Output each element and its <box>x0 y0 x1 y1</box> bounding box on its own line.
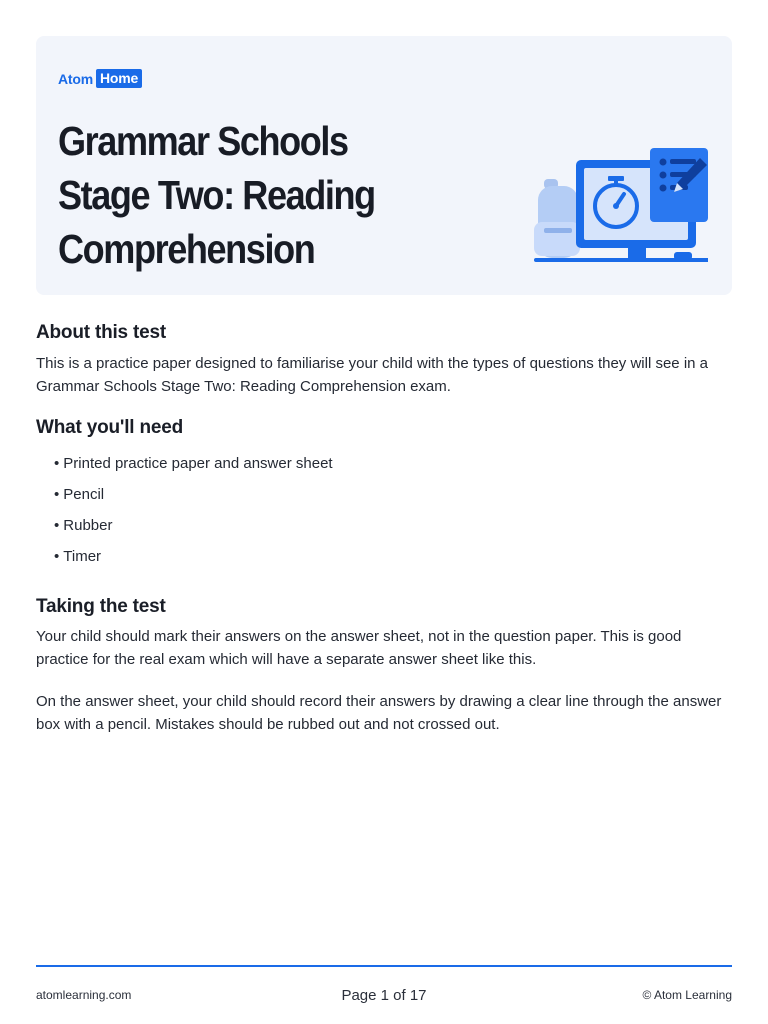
taking-test-heading: Taking the test <box>36 596 166 617</box>
requirements-heading: What you'll need <box>36 417 183 438</box>
logo-atom-text: Atom <box>58 70 93 87</box>
page-number: Page 1 of 17 <box>341 987 427 1004</box>
taking-test-paragraph-2: On the answer sheet, your child should record their answers by drawing a clear line through the answer box with a pencil. Mistakes should be rubbed out and not crossed out. <box>36 693 722 733</box>
page-title: Grammar Schools Stage Two: Reading Comprehension <box>58 118 375 272</box>
list-item: • Pencil <box>54 483 333 514</box>
hero-banner <box>36 36 732 295</box>
list-item: • Rubber <box>54 514 333 545</box>
taking-test-paragraph-1: Your child should mark their answers on the answer sheet, not in the question paper. This is good practice for the real exam which will have a separate answer sheet like this. <box>36 628 682 668</box>
footer-website: atomlearning.com <box>36 988 132 1002</box>
about-body: This is a practice paper designed to familiarise your child with the types of questions they will see in a Grammar Schools Stage Two: Reading Comprehension exam. <box>36 355 709 395</box>
list-item: • Printed practice paper and answer sheet <box>54 452 333 483</box>
logo-home-badge: Home <box>96 69 142 88</box>
footer-copyright: © Atom Learning <box>642 988 732 1002</box>
atom-home-logo <box>58 69 142 88</box>
requirements-list <box>54 452 333 576</box>
list-item: • Timer <box>54 545 333 576</box>
about-heading: About this test <box>36 322 166 343</box>
backpack-icon <box>534 179 580 258</box>
test-illustration <box>508 144 708 269</box>
footer-divider <box>36 965 732 967</box>
